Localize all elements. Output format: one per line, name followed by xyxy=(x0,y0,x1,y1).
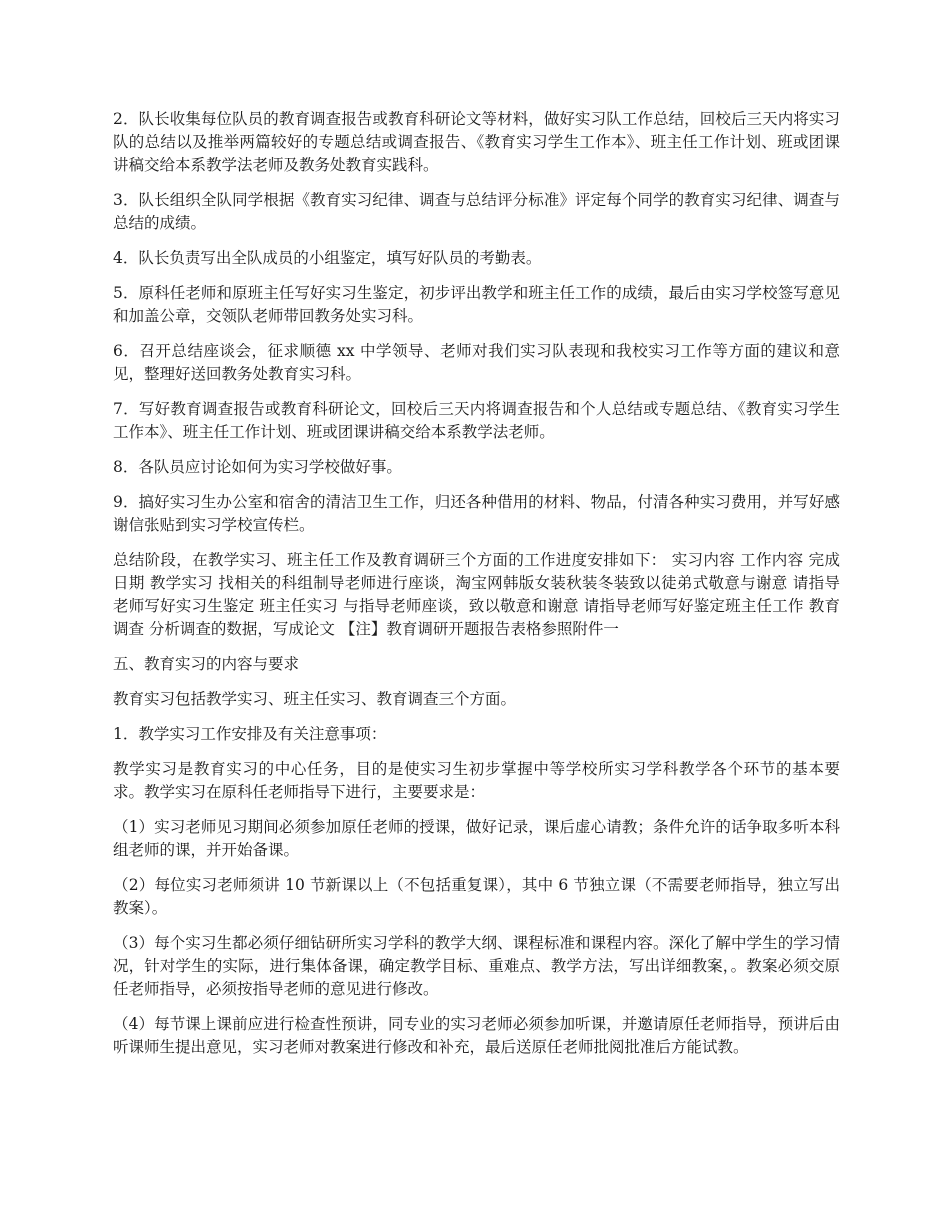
paragraph-item-5: 5．原科任老师和原班主任写好实习生鉴定，初步评出教学和班主任工作的成绩，最后由实习学校签写意见和加盖公章，交领队老师带回教务处实习科。 xyxy=(113,284,840,325)
paragraph-item-2: 2．队长收集每位队员的教育调查报告或教育科研论文等材料，做好实习队工作总结，回校后三天内将实习队的总结以及推举两篇较好的专题总结或调查报告、《教育实习学生工作本》、班主任工作计划、班或团课讲稿交给本系教学法老师及教务处教育实践科。 xyxy=(113,110,840,174)
subheading-teaching-practice: 1．教学实习工作安排及有关注意事项： xyxy=(113,725,387,743)
paragraph-item-3: 3．队长组织全队同学根据《教育实习纪律、调查与总结评分标准》评定每个同学的教育实习纪律、调查与总结的成绩。 xyxy=(113,191,840,232)
paragraph-item-7: 7．写好教育调查报告或教育科研论文，回校后三天内将调查报告和个人总结或专题总结、《教育实习学生工作本》、班主任工作计划、班或团课讲稿交给本系教学法老师。 xyxy=(113,400,840,441)
teaching-practice-paragraph: 教学实习是教育实习的中心任务，目的是使实习生初步掌握中等学校所实习学科教学各个环节的基本要求。教学实习在原科任老师指导下进行，主要要求是： xyxy=(113,760,840,801)
paragraph-item-6: 6．召开总结座谈会，征求顺德 xx 中学领导、老师对我们实习队表现和我校实习工作等方面的建议和意见，整理好送回教务处教育实习科。 xyxy=(113,342,840,383)
paragraph-item-8: 8．各队员应讨论如何为实习学校做好事。 xyxy=(113,458,402,476)
paragraph-item-9: 9．搞好实习生办公室和宿舍的清洁卫生工作，归还各种借用的材料、物品，付清各种实习费用，并写好感谢信张贴到实习学校宣传栏。 xyxy=(113,493,840,534)
intro-paragraph: 教育实习包括教学实习、班主任实习、教育调查三个方面。 xyxy=(113,690,517,708)
summary-schedule-paragraph: 总结阶段，在教学实习、班主任工作及教育调研三个方面的工作进度安排如下： 实习内容 工作内容 完成日期 教学实习 找相关的科组制导老师进行座谈，淘宝网韩版女装秋装冬装致以徒弟式敬意与谢意 请指导老师写好实习生鉴定 班主任实习 与指导老师座谈，致以敬意和谢意 请指导老师写好鉴定班主任工作 教育调查 分析调查的数据，写成论文 【注】教育调研开题报告表格参照附件一 xyxy=(113,551,840,638)
requirement-item-3: （3）每个实习生都必须仔细钻研所实习学科的教学大纲、课程标准和课程内容。深化了解中学生的学习情况，针对学生的实际，进行集体备课，确定教学目标、重难点、教学方法，写出详细教案，。教案必须交原任老师指导，必须按指导老师的意见进行修改。 xyxy=(113,934,840,998)
requirement-item-1: （1）实习老师见习期间必须参加原任老师的授课，做好记录，课后虚心请教；条件允许的话争取多听本科组老师的课，并开始备课。 xyxy=(113,818,840,859)
paragraph-item-4: 4．队长负责写出全队成员的小组鉴定，填写好队员的考勤表。 xyxy=(113,249,542,267)
requirement-item-4: （4）每节课上课前应进行检查性预讲，同专业的实习老师必须参加听课，并邀请原任老师指导，预讲后由听课师生提出意见，实习老师对教案进行修改和补充，最后送原任老师批阅批准后方能试教。 xyxy=(113,1015,840,1056)
requirement-item-2: （2）每位实习老师须讲 10 节新课以上（不包括重复课），其中 6 节独立课（不需要老师指导，独立写出教案）。 xyxy=(113,876,840,917)
section-heading-five: 五、教育实习的内容与要求 xyxy=(113,655,300,673)
